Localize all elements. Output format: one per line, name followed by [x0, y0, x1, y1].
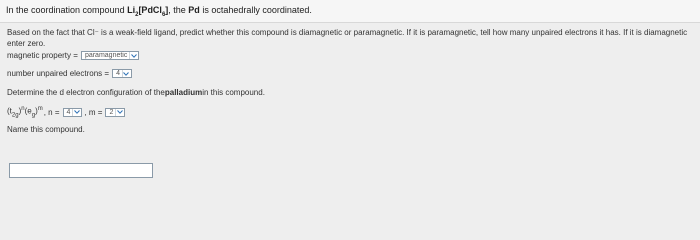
formula-part-b: [PdCl [138, 5, 162, 15]
compound-formula [127, 5, 169, 18]
chevron-down-icon [129, 52, 137, 59]
config-prompt-suffix: in this compound. [202, 88, 265, 97]
t-sup: n [21, 106, 25, 112]
formula-sub-b: 6 [161, 11, 166, 18]
chevron-down-icon [122, 70, 130, 77]
chevron-down-icon [72, 109, 80, 116]
compound-name-input[interactable] [9, 163, 153, 178]
m-select[interactable] [105, 108, 125, 117]
config-metal-name: palladium [164, 88, 203, 97]
n-select[interactable] [63, 108, 83, 117]
formula-part-c: ] [165, 5, 169, 15]
config-prompt [7, 88, 265, 97]
e-sub: g [31, 112, 36, 119]
name-compound-prompt: Name this compound. [7, 125, 85, 134]
magnetic-property-value: paramagnetic [84, 52, 128, 59]
config-prompt-prefix: Determine the d electron configuration of the [7, 88, 165, 97]
config-formula [7, 106, 43, 118]
m-value: 2 [109, 108, 114, 116]
unpaired-electrons-select[interactable] [112, 69, 132, 78]
t-sub: 2g [11, 112, 19, 119]
t-open: (t [7, 106, 12, 116]
unpaired-electrons-row [7, 69, 132, 78]
unpaired-electrons-label: number unpaired electrons = [7, 69, 110, 78]
e-close: ) [35, 106, 38, 116]
formula-part-a: Li [127, 5, 136, 15]
title-suffix: is octahedrally coordinated. [199, 5, 312, 15]
question-title [6, 5, 312, 18]
n-value: 4 [66, 108, 71, 116]
formula-sub-a: 2 [135, 11, 139, 18]
title-metal: Pd [188, 5, 200, 15]
question-header [0, 0, 700, 23]
m-label: , m = [84, 107, 103, 117]
magnetic-property-select[interactable] [81, 51, 139, 60]
unpaired-electrons-value: 4 [116, 70, 120, 77]
magnetic-property-row [7, 51, 139, 60]
magnetic-property-label: magnetic property = [7, 51, 78, 60]
e-open: (e [24, 106, 32, 116]
title-prefix: In the coordination compound [6, 5, 128, 15]
chevron-down-icon [115, 109, 123, 116]
instructions-text: Based on the fact that Cl⁻ is a weak-field ligand, predict whether this compound is diamagnetic or paramagnetic. If it is paramagnetic, tell how many unpaired electrons it has. If it is diamagnetic enter zero. [7, 28, 688, 48]
e-sup: m [37, 106, 43, 112]
t-close: ) [18, 106, 22, 116]
n-label: , n = [43, 107, 60, 117]
title-mid: , the [168, 5, 189, 15]
config-row [7, 106, 125, 118]
